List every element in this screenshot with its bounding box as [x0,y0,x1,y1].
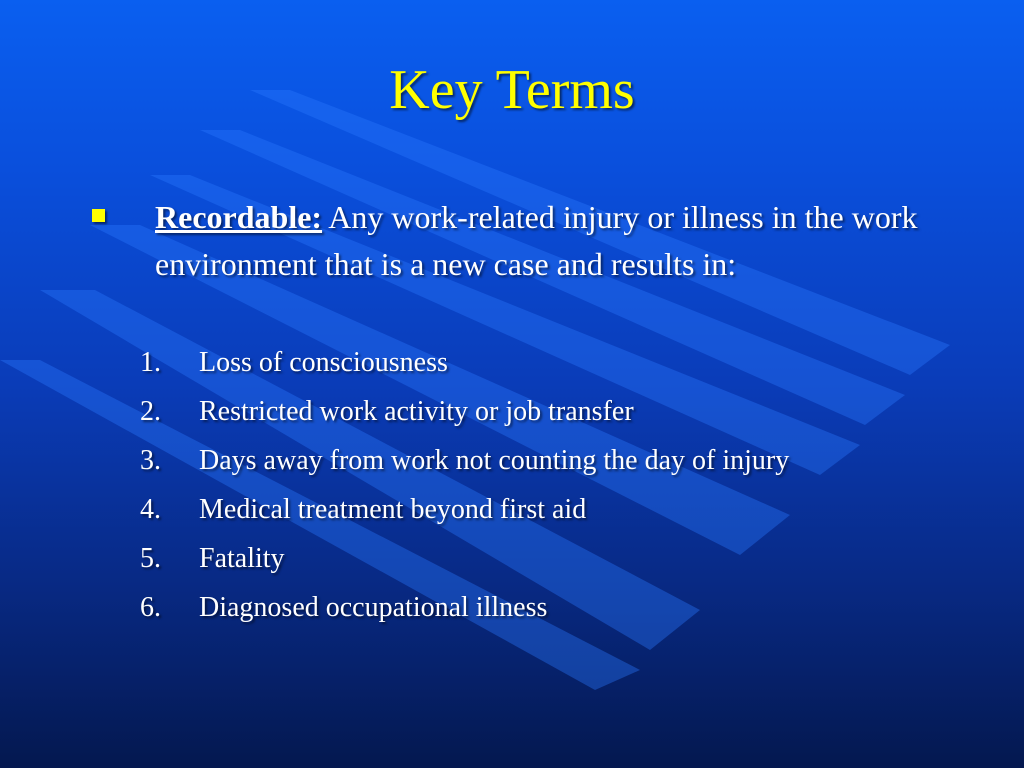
list-item-text: Medical treatment beyond first aid [199,494,587,525]
bullet-paragraph [155,194,935,288]
list-item-number: 3. [140,445,161,476]
list-item-text: Days away from work not counting the day of injury [199,445,790,476]
list-item [140,490,960,539]
list-item-number: 6. [140,592,161,623]
list-item-number: 2. [140,396,161,427]
list-item-number: 5. [140,543,161,574]
list-item [140,539,960,588]
slide-title: Key Terms [389,59,635,121]
list-item-text: Restricted work activity or job transfer [199,396,634,427]
square-bullet-icon [92,209,105,222]
list-item-text: Diagnosed occupational illness [199,592,548,623]
numbered-list [140,343,960,637]
term-recordable: Recordable: [155,199,323,235]
term-definition: Any work-related injury or illness in the work environment that is a new case and results in: [155,199,918,282]
list-item-text: Loss of consciousness [199,347,448,378]
list-item-text: Fatality [199,543,285,574]
list-item [140,392,960,441]
list-item [140,588,960,637]
list-item-number: 1. [140,347,161,378]
list-item [140,441,960,490]
list-item [140,343,960,392]
list-item-number: 4. [140,494,161,525]
